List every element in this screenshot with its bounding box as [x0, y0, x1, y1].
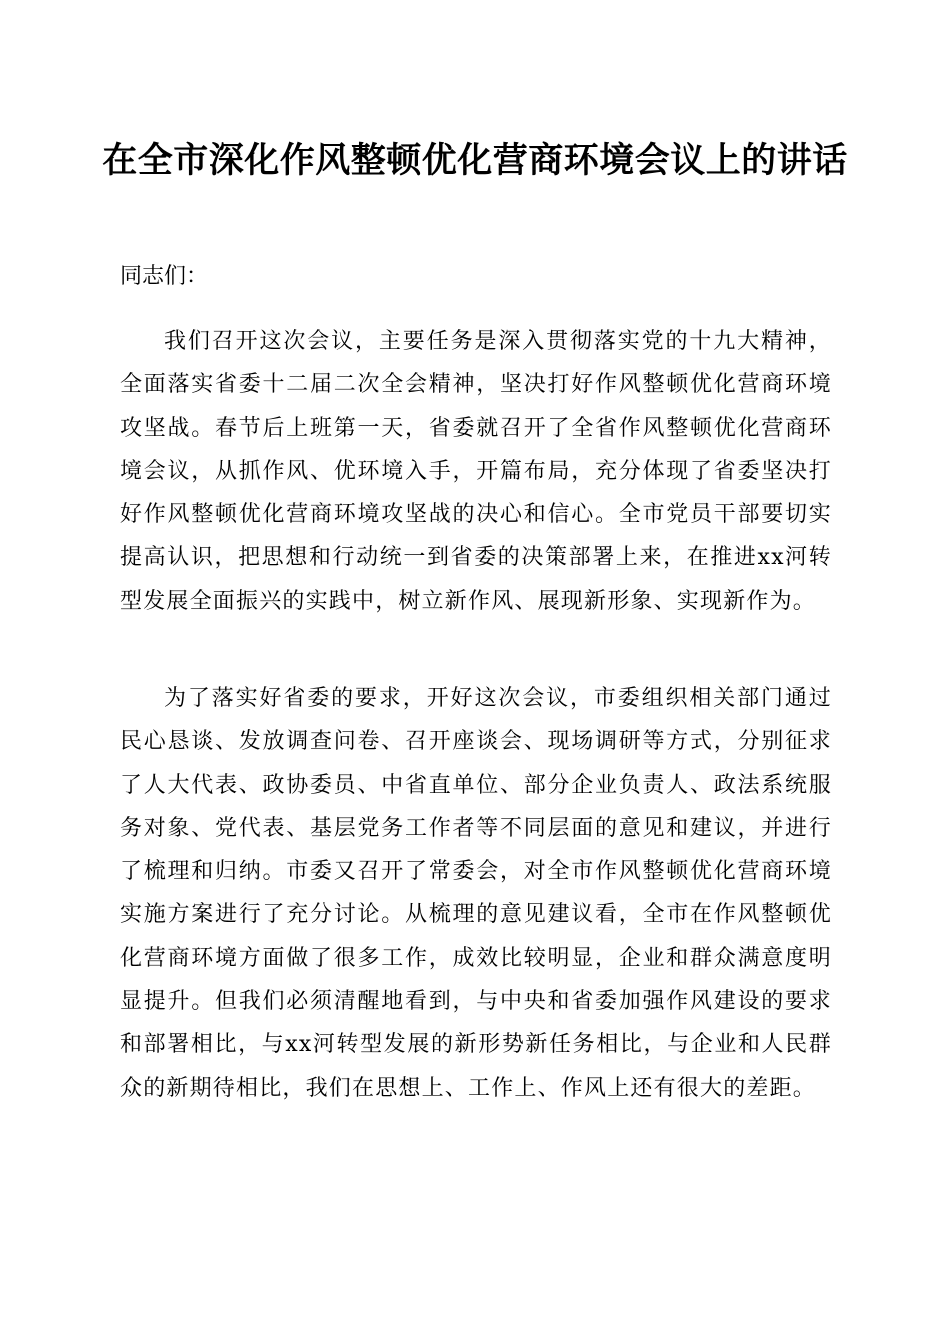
document-title: 在全市深化作风整顿优化营商环境会议上的讲话 — [102, 140, 848, 181]
body-paragraph-1: 我们召开这次会议，主要任务是深入贯彻落实党的十九大精神，全面落实省委十二届二次全会精神，坚决打好作风整顿优化营商环境攻坚战。春节后上班第一天，省委就召开了全省作风整顿优化营商环境会议，从抓作风、优环境入手，开篇布局，充分体现了省委坚决打好作风整顿优化营商环境攻坚战的决心和信心。全市党员干部要切实提高认识，把思想和行动统一到省委的决策部署上来，在推进xx河转型发展全面振兴的实践中，树立新作风、展现新形象、实现新作为。 — [120, 329, 832, 614]
greeting: 同志们： — [120, 264, 209, 289]
body-paragraph-2: 为了落实好省委的要求，开好这次会议，市委组织相关部门通过民心恳谈、发放调查问卷、召开座谈会、现场调研等方式，分别征求了人大代表、政协委员、中省直单位、部分企业负责人、政法系统服务对象、党代表、基层党务工作者等不同层面的意见和建议，并进行了梳理和归纳。市委又召开了常委会，对全市作风整顿优化营商环境实施方案进行了充分讨论。从梳理的意见建议看，全市在作风整顿优化营商环境方面做了很多工作，成效比较明显，企业和群众满意度明显提升。但我们必须清醒地看到，与中央和省委加强作风建设的要求和部署相比，与xx河转型发展的新形势新任务相比，与企业和人民群众的新期待相比，我们在思想上、工作上、作风上还有很大的差距。 — [120, 686, 832, 1101]
